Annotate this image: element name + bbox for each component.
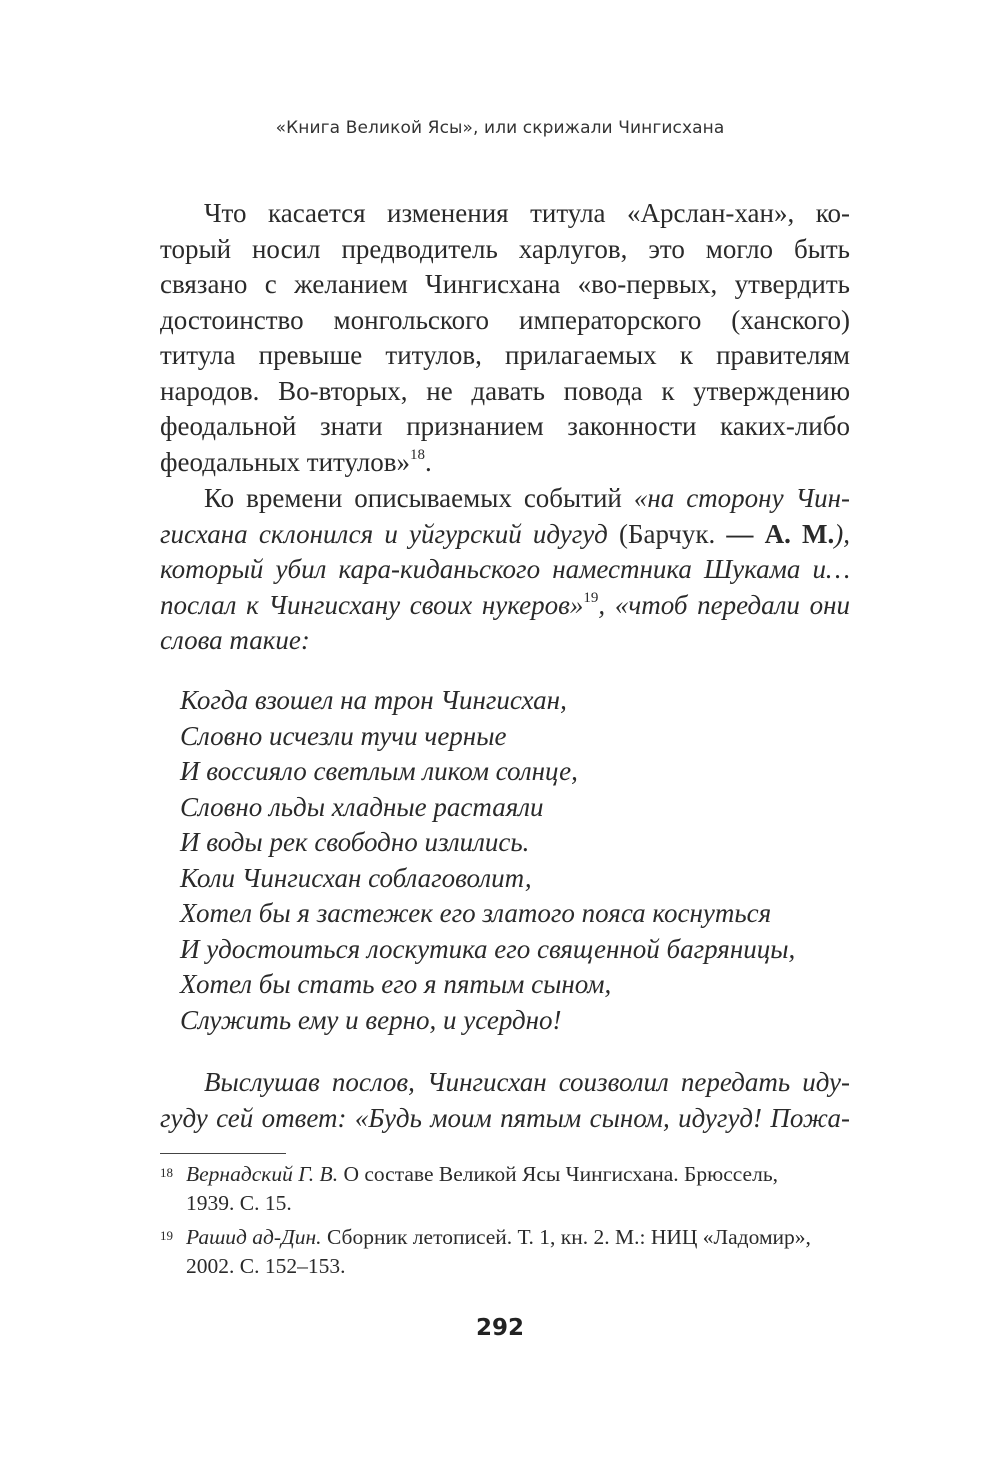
text-fragment: Ко времени описываемых событий xyxy=(204,483,634,513)
text-line: Выслушав послов, Чингисхан соизволил передать иду- xyxy=(204,1067,850,1097)
text-fragment: феодальных титулов» xyxy=(160,446,411,477)
footnote-number: 19 xyxy=(160,1228,173,1243)
quote-fragment: , «чтоб передали они xyxy=(598,589,850,620)
text-line: который убил кара-киданьского наместника Шукама и… xyxy=(160,554,850,584)
poem-line: Словно льды хладные растаяли xyxy=(180,791,544,822)
text-fragment: . xyxy=(425,446,432,477)
footnote-18 xyxy=(160,1160,852,1218)
text-line xyxy=(160,517,850,553)
text-line: народов. Во-вторых, не давать повода к утверждению xyxy=(160,375,850,406)
text-line xyxy=(160,445,850,481)
page-number: 292 xyxy=(475,1315,524,1341)
poem xyxy=(180,683,860,1038)
footnote-author: Вернадский Г. В. xyxy=(186,1162,339,1186)
poem-line: Словно исчезли тучи черные xyxy=(180,720,507,751)
poem-line: Служить ему и верно, и усердно! xyxy=(180,1004,562,1035)
text-line: гуду сей ответ: «Будь моим пятым сыном, идугуд! Пожа- xyxy=(160,1102,850,1133)
text-line xyxy=(160,588,850,624)
paragraph-2 xyxy=(160,481,850,659)
text-line xyxy=(160,481,850,517)
footnote-divider xyxy=(160,1153,286,1154)
text-fragment: (Барчук. xyxy=(607,518,727,549)
text-line: слова такие: xyxy=(160,625,310,655)
footnote-number: 18 xyxy=(160,1165,173,1180)
quote-fragment: послал к Чингисхану своих нукеров» xyxy=(160,589,584,620)
running-head: «Книга Великой Ясы», или скрижали Чингисхана xyxy=(275,118,725,138)
footnote-19 xyxy=(160,1223,852,1281)
editor-initials: — А. М. xyxy=(726,518,835,549)
paragraph-1 xyxy=(160,196,850,480)
text-line: Что касается изменения титула «Арслан-хан», ко- xyxy=(204,198,850,228)
footnotes xyxy=(160,1160,852,1286)
text-line: титула превыше титулов, прилагаемых к правителям xyxy=(160,340,850,370)
footnote-text: О составе Великой Ясы Чингисхана. Брюссель, xyxy=(338,1162,779,1186)
footnote-text: Сборник летописей. Т. 1, кн. 2. М.: НИЦ «Ладомир», xyxy=(321,1225,811,1249)
poem-line: Коли Чингисхан соблаговолит, xyxy=(180,862,532,893)
poem-line: Хотел бы я застежек его златого пояса коснуться xyxy=(180,898,772,928)
poem-line: Когда взошел на трон Чингисхан, xyxy=(180,685,567,715)
footnote-ref-19[interactable]: 19 xyxy=(583,589,599,606)
poem-line: И воды рек свободно излились. xyxy=(180,827,530,857)
footnote-line: 2002. С. 152–153. xyxy=(186,1254,346,1278)
quote-fragment: «на сторону Чин- xyxy=(633,483,850,513)
footnote-line xyxy=(186,1160,852,1189)
text-fragment: ), xyxy=(834,518,850,549)
footnote-author: Рашид ад-Дин. xyxy=(186,1225,322,1249)
poem-line: И воссияло светлым ликом солнце, xyxy=(180,756,578,786)
text-line: связано с желанием Чингисхана «во-первых, утвердить xyxy=(160,269,850,299)
poem-line: И удостоиться лоскутика его священной багряницы, xyxy=(180,933,796,964)
footnote-line: 1939. С. 15. xyxy=(186,1191,292,1215)
footnote-ref-18[interactable]: 18 xyxy=(410,446,426,463)
footnote-line xyxy=(186,1223,852,1252)
text-line: феодальной знати признанием законности каких-либо xyxy=(160,411,850,441)
paragraph-3 xyxy=(160,1065,850,1136)
text-line: торый носил предводитель харлугов, это могло быть xyxy=(160,233,850,264)
quote-fragment: гисхана склонился и уйгурский идугуд xyxy=(160,518,608,549)
text-line: достоинство монгольского императорского (ханского) xyxy=(160,304,850,335)
poem-line: Хотел бы стать его я пятым сыном, xyxy=(180,969,612,999)
